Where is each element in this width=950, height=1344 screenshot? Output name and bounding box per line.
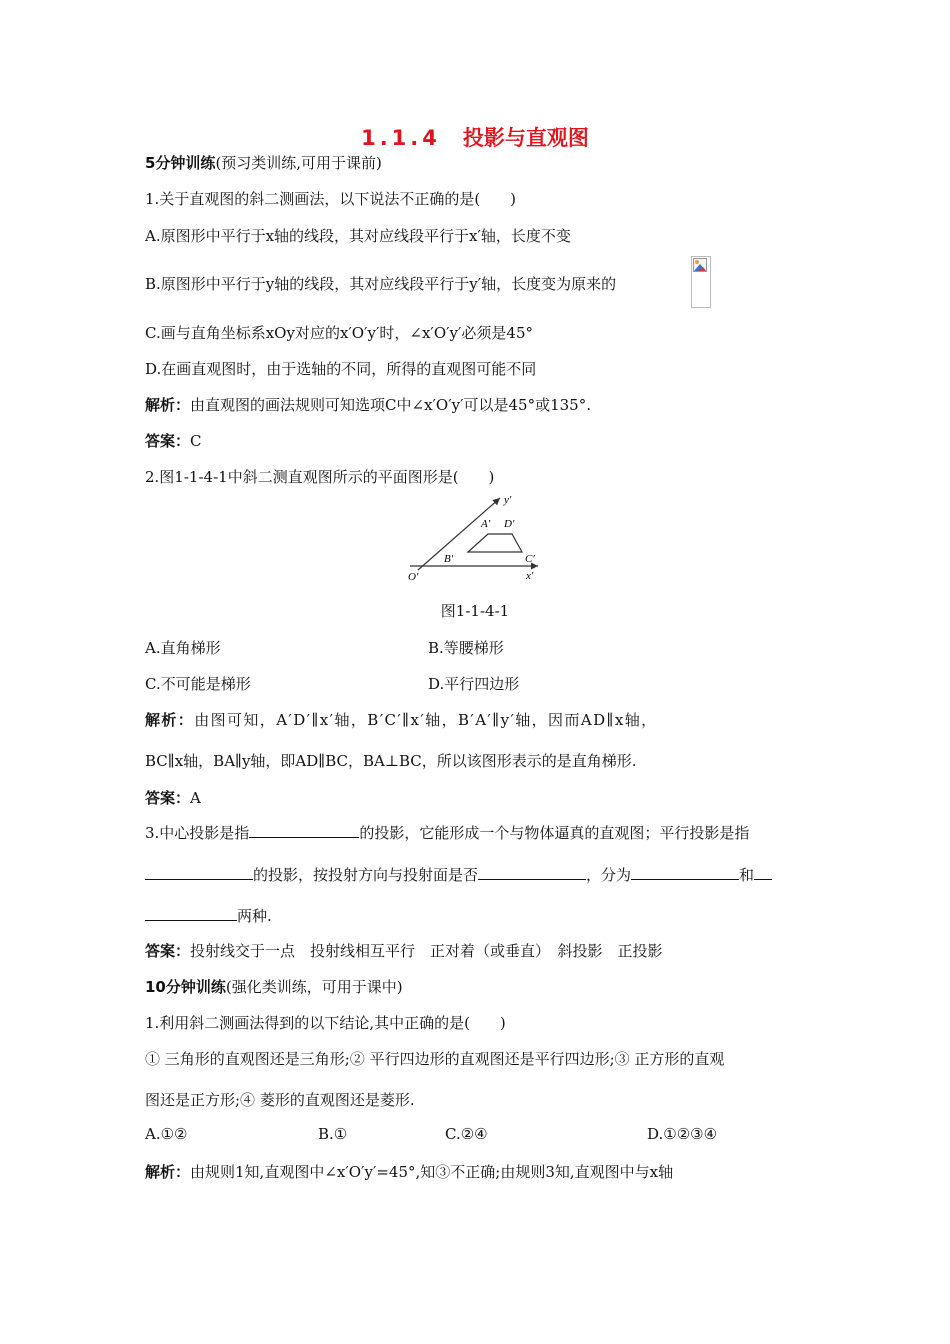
label-y: y′ bbox=[504, 494, 512, 506]
q3-line1 bbox=[145, 822, 749, 843]
fill-blank bbox=[145, 906, 237, 921]
broken-image-icon bbox=[691, 256, 711, 308]
fill-blank bbox=[249, 823, 359, 838]
q4-option-b: B.① bbox=[318, 1125, 348, 1143]
analysis-text: 由规则1知,直观图中∠x′O′y′=45°,知③不正确;由规则3知,直观图中与x轴 bbox=[190, 1163, 674, 1181]
label-o: O′ bbox=[408, 571, 419, 582]
q2-option-a: A.直角梯形 bbox=[145, 639, 221, 657]
analysis-label: 解析： bbox=[145, 711, 195, 729]
trapezoid-shape bbox=[468, 534, 522, 552]
q2-option-d: D.平行四边形 bbox=[428, 675, 520, 693]
section-note: (预习类训练,可用于课前) bbox=[215, 154, 382, 172]
section-number: 1.1.4 bbox=[361, 126, 441, 150]
analysis-label: 解析： bbox=[145, 1163, 191, 1181]
q4-option-c: C.②④ bbox=[445, 1125, 488, 1143]
q3-line3 bbox=[145, 905, 272, 926]
q3-text: 的投影，按投射方向与投射面是否 bbox=[253, 866, 479, 884]
q3-text: 的投影，它能形成一个与物体逼真的直观图；平行投影是指 bbox=[359, 824, 750, 842]
q3-text: ，分为 bbox=[586, 866, 632, 884]
answer-text: 投射线交于一点 投射线相互平行 正对着（或垂直） 斜投影 正投影 bbox=[190, 942, 663, 960]
q2-option-c: C.不可能是梯形 bbox=[145, 675, 251, 693]
answer-label: 答案： bbox=[145, 789, 191, 807]
figure-caption: 图1-1-4-1 bbox=[440, 602, 510, 620]
q2-stem: 2.图1-1-4-1中斜二测直观图所示的平面图形是( ) bbox=[145, 468, 495, 486]
answer-label: 答案： bbox=[145, 942, 191, 960]
q1-option-c: C.画与直角坐标系xOy对应的x′O′y′时，∠x′O′y′必须是45° bbox=[145, 324, 533, 342]
q4-line1: ① 三角形的直观图还是三角形;② 平行四边形的直观图还是平行四边形;③ 正方形的直观 bbox=[145, 1050, 725, 1068]
q1-analysis bbox=[145, 394, 591, 415]
q3-text: 两种. bbox=[237, 907, 272, 925]
q2-analysis-line1 bbox=[145, 709, 658, 730]
answer-text: C bbox=[190, 432, 202, 450]
section-heading: 10分钟训练 bbox=[145, 978, 226, 996]
section-note: (强化类训练，可用于课中) bbox=[225, 978, 403, 996]
q2-analysis-line2: BC∥x轴，BA∥y轴，即AD∥BC，BA⊥BC，所以该图形表示的是直角梯形. bbox=[145, 752, 637, 770]
q4-stem: 1.利用斜二测画法得到的以下结论,其中正确的是( ) bbox=[145, 1014, 506, 1032]
q1-answer bbox=[145, 430, 202, 451]
q3-text: 和 bbox=[739, 866, 755, 884]
label-d: D′ bbox=[504, 518, 515, 530]
analysis-label: 解析： bbox=[145, 396, 191, 414]
section-title: 投影与直观图 bbox=[462, 126, 589, 150]
image-placeholder-icon bbox=[693, 258, 707, 272]
label-a: A′ bbox=[481, 518, 491, 530]
q4-option-a: A.①② bbox=[145, 1125, 188, 1143]
q4-option-d: D.①②③④ bbox=[647, 1125, 718, 1143]
q3-line2 bbox=[145, 864, 772, 885]
label-c: C′ bbox=[525, 553, 535, 565]
label-b: B′ bbox=[444, 553, 454, 565]
analysis-text: 由图可知，A′D′∥x′轴，B′C′∥x′轴，B′A′∥y′轴，因而AD∥x轴， bbox=[194, 711, 658, 729]
q2-answer bbox=[145, 787, 201, 808]
fill-blank bbox=[631, 865, 739, 880]
five-minute-heading bbox=[145, 152, 382, 173]
q3-text: 3.中心投影是指 bbox=[145, 824, 250, 842]
q1-option-b: B.原图形中平行于y轴的线段，其对应线段平行于y′轴，长度变为原来的 bbox=[145, 275, 617, 293]
fill-blank bbox=[145, 865, 253, 880]
answer-text: A bbox=[190, 789, 201, 807]
fill-blank bbox=[754, 865, 772, 880]
q1-option-a: A.原图形中平行于x轴的线段，其对应线段平行于x′轴，长度不变 bbox=[145, 227, 571, 245]
page-title bbox=[0, 122, 950, 152]
q2-option-b: B.等腰梯形 bbox=[428, 639, 504, 657]
fill-blank bbox=[478, 865, 586, 880]
ten-minute-heading bbox=[145, 976, 403, 997]
q4-line2: 图还是正方形;④ 菱形的直观图还是菱形. bbox=[145, 1091, 415, 1109]
q1-option-d: D.在画直观图时，由于选轴的不同，所得的直观图可能不同 bbox=[145, 360, 537, 378]
label-x: x′ bbox=[526, 570, 534, 582]
analysis-text: 由直观图的画法规则可知选项C中∠x′O′y′可以是45°或135°. bbox=[190, 396, 591, 414]
q4-analysis bbox=[145, 1161, 673, 1182]
answer-label: 答案： bbox=[145, 432, 191, 450]
q1-stem: 1.关于直观图的斜二测画法，以下说法不正确的是( ) bbox=[145, 190, 517, 208]
oblique-trapezoid-figure bbox=[408, 490, 548, 582]
section-heading: 5分钟训练 bbox=[145, 154, 216, 172]
q3-answer bbox=[145, 940, 663, 961]
